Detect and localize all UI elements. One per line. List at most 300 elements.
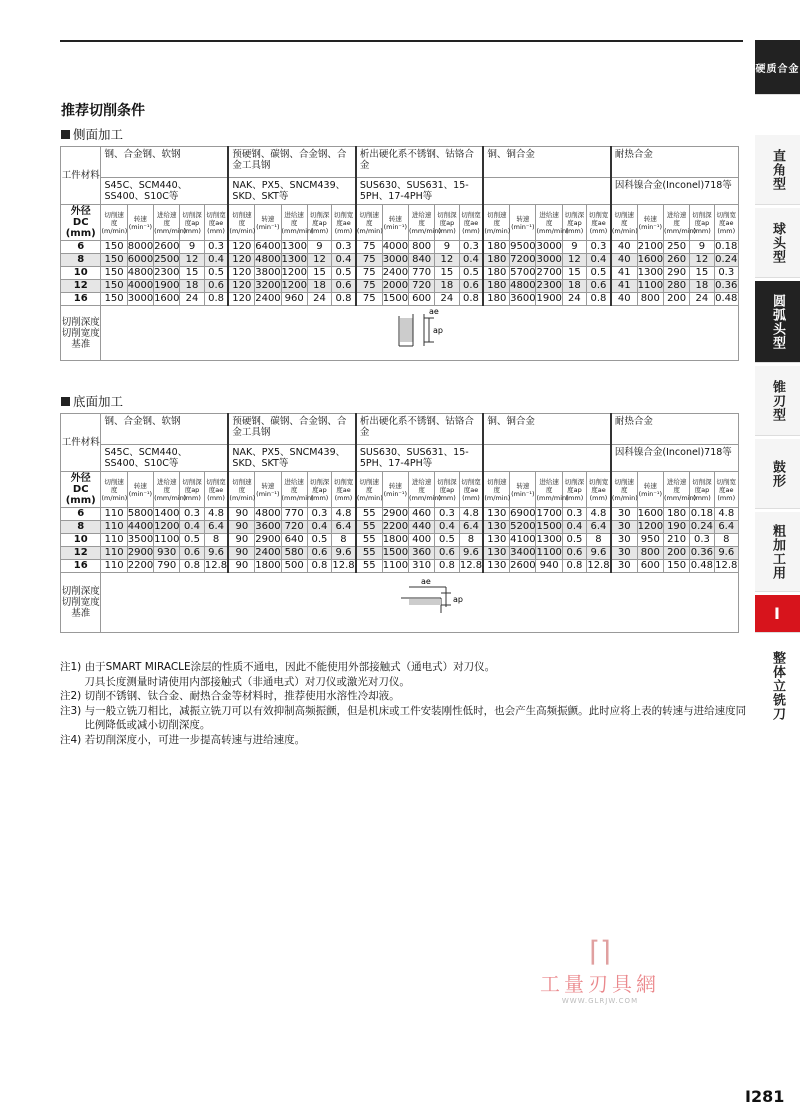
table-cell: 15 [307,267,331,280]
unit-header: 切削宽度ae (mm) [204,205,228,241]
table-cell: 30 [611,560,637,573]
table-cell: 6.4 [459,521,483,534]
table-cell: 0.24 [715,254,738,265]
dc-value: 10 [61,267,101,280]
table-cell: 4800 [127,267,154,278]
table-cell: 0.8 [204,293,228,306]
watermark-url: WWW.GLRJW.COM [561,997,639,1005]
table-cell: 0.5 [562,534,586,547]
table-cell: 12 [435,254,459,267]
table-cell: 55 [356,534,382,547]
table-row [61,254,739,267]
table-cell: 0.3 [714,267,738,280]
table-cell: 0.8 [587,293,611,306]
table-cell: 3200 [255,280,281,291]
unit-header: 进给速度(mm/min) [154,205,180,241]
table-cell: 3000 [536,254,562,265]
table-cell: 360 [408,547,434,560]
bottom-heading-text: 底面加工 [73,394,124,409]
table-cell: 1100 [154,534,180,545]
table-cell: 130 [483,547,509,560]
unit-header: 进给速度(mm/min) [154,472,180,508]
table-cell: 0.3 [587,241,611,254]
table-cell: 3000 [382,254,409,265]
table-cell: 2200 [127,560,154,571]
table-cell: 4800 [255,254,281,265]
table-cell: 720 [408,280,434,293]
table-cell: 640 [281,534,307,547]
note-2: 注2) 切削不锈钢、钛合金、耐热合金等材料时，推荐使用水溶性冷却液。 [60,690,400,702]
table-cell: 1900 [536,293,562,304]
table-cell: 5200 [510,521,536,532]
table-cell: 4000 [382,241,409,252]
table-row [61,241,739,254]
unit-header: 切削速度(m/min) [356,472,382,508]
unit-header: 切削速度(m/min) [611,472,637,508]
table-cell: 1200 [281,280,307,291]
table-cell: 0.5 [459,267,483,280]
table-cell: 12 [690,254,714,267]
table-cell: 9500 [510,241,536,252]
table-cell: 940 [536,560,562,573]
table-cell: 75 [356,267,382,280]
dc-header [61,205,101,241]
unit-header: 切削深度ap (mm) [435,205,459,241]
material-grades-5: 因科镍合金(Inconel)718等 [611,445,739,472]
table-cell: 9 [180,241,204,254]
table-cell: 55 [356,560,382,573]
table-row [61,560,739,573]
unit-header: 切削速度(m/min) [483,472,509,508]
table-cell: 0.36 [715,280,738,291]
table-cell: 0.6 [435,547,459,560]
table-cell: 9 [690,241,714,254]
table-cell: 250 [663,241,689,254]
table-cell: 90 [228,560,254,573]
unit-header: 转速(min⁻¹) [382,472,408,508]
unit-header: 切削深度ap (mm) [690,205,714,241]
table-cell: 1800 [255,560,281,571]
table-cell: 2500 [154,254,180,265]
table-cell: 0.5 [435,534,459,547]
table-cell: 2900 [382,508,409,519]
table-cell: 4100 [510,534,536,545]
table-cell: 460 [408,508,434,521]
table-cell: 0.3 [307,508,331,521]
table-cell: 8 [587,534,611,547]
table-row [61,280,739,293]
table-cell: 1400 [154,508,180,519]
table-cell: 18 [307,280,331,293]
table-cell: 6.4 [204,521,228,534]
table-cell: 9.6 [204,547,228,560]
section-label: 整体立铣刀 [755,636,800,736]
material-grades-3: SUS630、SUS631、15-5PH、17-4PH等 [356,445,483,472]
table-cell: 180 [483,293,509,306]
unit-header: 进给速度(mm/min) [536,472,562,508]
unit-header: 切削速度(m/min) [228,205,254,241]
unit-header: 切削宽度ae (mm) [332,205,356,241]
diagram-row [61,573,739,633]
table-cell: 12.8 [332,560,355,571]
page-number: I281 [745,1087,785,1106]
unit-header: 切削宽度ae (mm) [204,472,228,508]
unit-header: 进给速度(mm/min) [536,205,562,241]
table-cell: 110 [101,521,127,534]
table-cell: 0.5 [307,534,331,547]
unit-header: 进给速度(mm/min) [281,205,307,241]
table-cell: 500 [281,560,307,573]
table-cell: 90 [228,547,254,560]
table-cell: 580 [281,547,307,560]
table-cell: 4000 [127,280,154,291]
table-cell: 90 [228,534,254,547]
table-cell: 840 [408,254,434,267]
side-heading-text: 侧面加工 [73,127,124,142]
table-cell: 190 [663,521,689,534]
table-cell: 3500 [127,534,154,545]
unit-header: 切削宽度ae (mm) [459,472,483,508]
material-group-1: 钢、合金钢、软钢 [101,414,228,445]
table-cell: 0.8 [562,560,586,573]
square-bullet-icon [61,397,70,406]
table-cell: 18 [690,280,714,293]
table-cell: 24 [435,293,459,306]
table-cell: 4.8 [587,508,611,521]
table-cell: 9.6 [459,547,483,560]
table-cell: 90 [228,508,254,521]
table-cell: 90 [228,521,254,534]
table-row [61,508,739,521]
table-cell: 180 [483,280,509,293]
table-cell: 4800 [255,508,281,519]
material-grades-1: S45C、SCM440、SS400、S10C等 [101,445,228,472]
table-cell: 200 [663,547,689,560]
table-cell: 600 [408,293,434,306]
unit-header: 转速(min⁻¹) [255,472,281,508]
table-cell: 3400 [510,547,536,558]
table-cell: 180 [483,267,509,280]
table-cell: 0.3 [332,241,356,254]
table-cell: 440 [408,521,434,534]
table-cell: 0.8 [435,560,459,573]
table-cell: 150 [101,293,127,306]
side-heading [61,125,123,143]
table-cell: 0.6 [332,280,356,293]
table-cell: 2000 [382,280,409,291]
table-cell: 15 [690,267,714,280]
table-cell: 6.4 [587,521,611,534]
table-cell: 1900 [154,280,180,291]
table-cell: 200 [663,293,689,306]
table-cell: 12 [562,254,586,267]
table-cell: 770 [281,508,307,521]
table-cell: 120 [228,267,254,280]
unit-header: 切削深度ap (mm) [307,205,331,241]
table-cell: 120 [228,293,254,306]
table-cell: 5800 [127,508,154,519]
dc-value: 6 [61,508,101,521]
side-milling-table [60,146,739,361]
watermark-text: 工量刃具網 [540,972,660,996]
tab-straight[interactable]: 直角型 [755,135,800,205]
table-cell: 2600 [510,560,536,571]
unit-header: 切削速度(m/min) [483,205,509,241]
ap-label: ap [453,595,464,604]
material-grades-3: SUS630、SUS631、15-5PH、17-4PH等 [356,178,483,205]
table-cell: 600 [637,560,663,573]
dc-value: 16 [61,560,101,573]
table-cell: 0.8 [180,560,204,573]
table-cell: 55 [356,521,382,534]
table-cell: 8 [459,534,483,547]
table-cell: 0.36 [690,547,714,558]
table-cell: 12 [180,254,204,267]
table-cell: 130 [483,534,509,547]
unit-header: 进给速度(mm/min) [408,205,434,241]
material-grades-1: S45C、SCM440、SS400、S10C等 [101,178,228,205]
units-row [61,472,739,508]
table-cell: 12.8 [204,560,228,571]
table-cell: 8000 [127,241,154,252]
table-cell: 2900 [255,534,281,545]
table-cell: 0.8 [332,293,356,306]
table-cell: 4.8 [714,508,738,521]
table-cell: 0.3 [204,241,228,254]
sidebar-top-label[interactable]: 硬质合金 [755,40,800,95]
table-cell: 2600 [154,241,180,252]
dc-value: 10 [61,534,101,547]
table-cell: 4400 [127,521,154,532]
table-cell: 5700 [510,267,536,278]
table-cell: 0.6 [180,547,204,560]
table-cell: 1200 [154,521,180,532]
section-mark: I [755,595,800,633]
dc-unit: DC (mm) [65,484,96,506]
ae-label: ae [429,307,440,316]
unit-header: 切削宽度ae (mm) [587,205,611,241]
tab-ball[interactable]: 球头型 [755,208,800,278]
table-cell: 120 [228,280,254,293]
table-cell: 1300 [281,254,307,265]
unit-header: 进给速度(mm/min) [408,472,434,508]
table-cell: 2200 [382,521,409,532]
table-cell: 770 [408,267,434,280]
table-cell: 950 [637,534,663,547]
unit-header: 进给速度(mm/min) [663,205,689,241]
unit-header: 切削深度ap (mm) [180,205,204,241]
table-cell: 800 [408,241,434,254]
unit-header: 切削宽度ae (mm) [714,472,738,508]
table-cell: 15 [180,267,204,280]
table-cell: 0.18 [715,241,738,252]
dc-label: 外径 [70,206,91,217]
table-cell: 55 [356,547,382,560]
table-cell: 0.5 [180,534,204,547]
cutting-diagram [101,306,739,361]
table-cell: 120 [228,241,254,254]
table-cell: 1600 [154,293,180,304]
table-cell: 800 [637,293,663,306]
table-cell: 2400 [382,267,409,278]
unit-header: 转速(min⁻¹) [382,205,408,241]
table-cell: 0.4 [459,254,483,267]
table-cell: 12.8 [715,560,738,571]
square-bullet-icon [61,130,70,139]
table-cell: 290 [663,267,689,280]
table-cell: 4.8 [204,508,228,521]
table-cell: 1100 [536,547,562,558]
table-cell: 75 [356,280,382,293]
unit-header: 切削速度(m/min) [611,205,637,241]
tab-radius[interactable]: 圆弧头型 [755,281,800,363]
table-cell: 9 [435,241,459,254]
material-group-5: 耐热合金 [611,414,739,445]
table-cell: 0.6 [307,547,331,560]
material-grades-4 [483,178,611,205]
table-cell: 150 [101,267,127,280]
table-cell: 0.48 [690,560,714,571]
table-cell: 3600 [510,293,536,304]
dc-value: 8 [61,521,101,534]
table-cell: 120 [228,254,254,267]
unit-header: 转速(min⁻¹) [127,472,153,508]
unit-header: 转速(min⁻¹) [127,205,153,241]
unit-header: 切削深度ap (mm) [690,472,714,508]
table-cell: 1200 [637,521,664,532]
top-rule [60,40,743,42]
table-cell: 0.3 [690,534,714,547]
unit-header: 切削深度ap (mm) [435,472,459,508]
table-row [61,293,739,306]
table-row [61,521,739,534]
depth-width-label: 切削深度切削宽度基准 [61,573,101,633]
table-cell: 1500 [536,521,562,532]
table-cell: 3600 [255,521,281,532]
table-cell: 24 [562,293,586,306]
table-cell: 8 [204,534,228,547]
unit-header: 切削深度ap (mm) [180,472,204,508]
dc-value: 6 [61,241,101,254]
table-cell: 30 [611,521,637,534]
table-cell: 1500 [382,293,409,304]
table-cell: 18 [180,280,204,293]
table-cell: 110 [101,534,127,547]
table-cell: 1300 [536,534,562,545]
table-cell: 24 [180,293,204,306]
table-cell: 0.5 [332,267,356,280]
table-cell: 1300 [281,241,307,252]
table-cell: 0.18 [690,508,714,519]
note-3: 注3) 与一般立铣刀相比，减振立铣刀可以有效抑制高频振颤，但是机床或工件安装刚性低时，也会产生高频振颤。此时应将上表的转速与进给速度同 [60,704,747,717]
table-cell: 960 [281,293,307,306]
tab-barrel[interactable]: 鼓形 [755,439,800,509]
table-cell: 15 [562,267,586,280]
table-cell: 2700 [536,267,562,278]
tab-taper[interactable]: 锥刃型 [755,366,800,436]
table-cell: 0.5 [204,267,228,280]
table-cell: 210 [663,534,689,547]
material-group-3: 析出硬化系不锈钢、钴铬合金 [356,147,483,178]
unit-header: 进给速度(mm/min) [663,472,689,508]
table-cell: 9.6 [587,547,611,560]
units-row [61,205,739,241]
table-cell: 9 [562,241,586,254]
table-cell: 310 [408,560,434,573]
material-label: 工件材料 [61,147,101,205]
material-row-bottom [61,178,739,205]
table-cell: 41 [611,267,637,280]
table-cell: 30 [611,534,637,547]
table-cell: 0.3 [180,508,204,521]
table-cell: 0.4 [204,254,228,267]
unit-header: 切削深度ap (mm) [562,205,586,241]
table-cell: 130 [483,560,509,573]
table-cell: 0.6 [204,280,228,293]
material-group-4: 铜、铜合金 [483,147,611,178]
table-cell: 0.4 [435,521,459,534]
ae-label: ae [421,577,432,586]
bottom-milling-table [60,413,739,633]
table-cell: 930 [154,547,180,560]
bottom-cut-diagram [101,573,780,628]
unit-header: 切削深度ap (mm) [562,472,586,508]
table-cell: 3000 [536,241,562,252]
table-cell: 280 [663,280,689,293]
table-row [61,267,739,280]
material-grades-2: NAK、PX5、SNCM439、SKD、SKT等 [228,178,355,205]
table-cell: 1800 [382,534,409,545]
watermark-logo-icon: ⌈⌉ [589,935,611,968]
table-cell: 40 [611,293,637,306]
table-cell: 0.3 [562,508,586,521]
table-cell: 4.8 [332,508,356,521]
table-cell: 9.6 [714,547,738,560]
dc-unit: DC (mm) [65,217,96,239]
side-cut-diagram [101,306,780,356]
table-cell: 1300 [637,267,664,278]
table-cell: 40 [611,254,637,267]
tab-roughing[interactable]: 粗加工用 [755,512,800,592]
dc-value: 8 [61,254,101,267]
table-cell: 75 [356,254,382,267]
table-cell: 1700 [536,508,562,519]
table-cell: 41 [611,280,637,293]
table-cell: 180 [483,254,509,267]
table-cell: 0.8 [459,293,483,306]
material-row-top [61,147,739,178]
table-cell: 15 [435,267,459,280]
table-cell: 18 [562,280,586,293]
table-cell: 9.6 [332,547,356,560]
material-group-2: 预硬钢、碳钢、合金钢、合金工具钢 [228,414,355,445]
material-row-bottom [61,445,739,472]
table-cell: 3000 [127,293,154,304]
diagram-row [61,306,739,361]
table-cell: 6400 [255,241,281,252]
unit-header: 切削宽度ae (mm) [587,472,611,508]
unit-header: 转速(min⁻¹) [637,472,663,508]
table-cell: 720 [281,521,307,534]
table-cell: 6900 [510,508,536,519]
table-cell: 400 [408,534,434,547]
table-cell: 24 [690,293,714,306]
table-cell: 2300 [154,267,180,278]
unit-header: 切削速度(m/min) [356,205,382,241]
table-cell: 1100 [637,280,664,291]
table-cell: 0.48 [715,293,738,304]
material-grades-2: NAK、PX5、SNCM439、SKD、SKT等 [228,445,355,472]
